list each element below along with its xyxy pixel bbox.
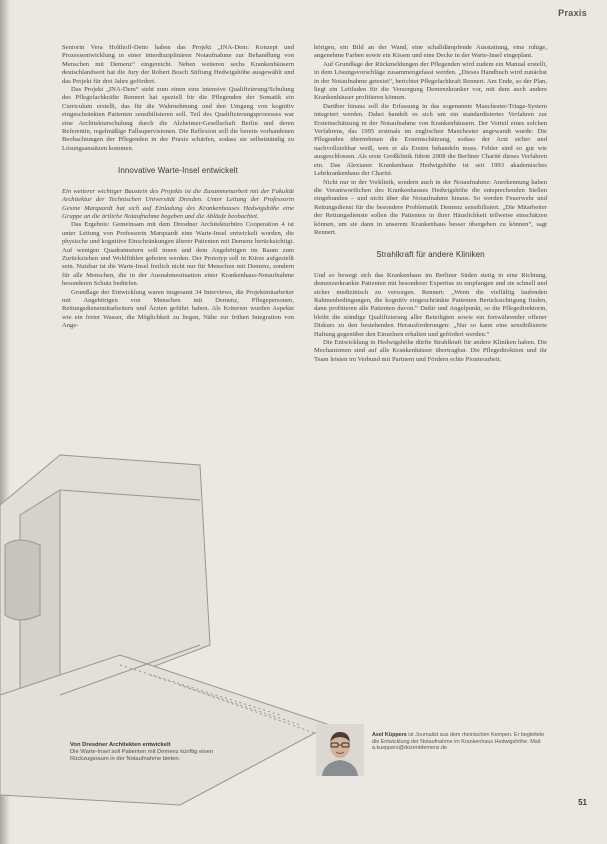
paragraph: Und so bewegt sich das Krankenhaus im Berliner Süden stetig in eine Richtung, demenzerkrankte Patienten mit besonderer Expertise zu empfangen und sie schnell und sicher medizinisch zu versorgen. Rennert: „Wenn die vielfältig laufenden Rahmenbedingungen, die kognitiv eingeschränkte Patienten Berücksichtigung finden, dann profitieren alle Patienten davon.“ Dafür und Angelpunkt, so die Pflegedirektorin, bleibt die ständige Qualifizierung aller Beteiligten sowie ein fortwährender offener Diskurs zu den bestehenden Herausforderungen: „Nur so kann eine sensibilisierte Haltung gegenüber den Einzelnen erhalten und gefördert werden.“ [314, 271, 547, 338]
caption-text: Die Warte-Insel soll Patienten mit Demenz künftig einen Rückzugsraum in der Notaufnahme bieten. [70, 749, 214, 763]
paragraph: Die Entwicklung in Hedwigshöhe dürfte Strahlkraft für andere Kliniken haben. Die Mechanismen sind auf alle Krankenhäuser übertragbar. Die Pflegedirektion und ihr Team leisten im Verbund mit Partnern und Fördern echte Pionierarbeit. [314, 339, 547, 363]
subheading-strahlkraft: Strahlkraft für andere Kliniken [376, 250, 485, 260]
author-photo [316, 724, 364, 776]
illustration-caption [70, 742, 245, 764]
author-name: Axel Küppers [372, 732, 407, 738]
paragraph: Nicht nur in der Vorklinik, sondern auch in der Notaufnahme: Anerkennung haben die Verantwortlichen des Krankenhauses Hedwigshöhe die entsprechenden Stellen eingebunden – und nicht über die Notaufnahme hinaus. So werden Feuerwehr und Rettungsdienst für die besondere Problematik Demenz sensibilisiert. „Die Mitarbeiter der Rettungsdienste sollen die Patienten in ihrer Häuslichkeit teilweise einschätzen können, um sie dann in unserem Krankenhaus besser übergeben zu können“, sagt Rennert. [314, 178, 547, 236]
paragraph: Das Projekt „INA-Dem“ steht zum einen eine intensive Qualifizierung/Schulung des Pflegefachkräfte Rennert hat speziell für die Pflegenden der Somatik ein Curriculum erstellt, das für die Wahrnehmung und den Umgang von kognitiv eingeschränkten Patienten sensibilisieren soll. Teil des Qualifizierungsprozesses war eine Architekturschulung durch die Alzheimer-Gesellschaft Berlin und deren Referentin, regelmäßige Fallsupervisionen. Die Reflexion soll die bereits vorhandenen Beobachtungen der Pflegenden in der Praxis schärfen, sodass sie selbstständig zu Lösungsansätzen kommen. [62, 86, 294, 152]
paragraph: hörigen, ein Bild an der Wand, eine schalldämpfende Ausstattung, eine ruhige, angenehme Farben sowie ein Kissen und eine Decke in der Warte-Insel eingeplant. [314, 44, 547, 60]
section-label: Praxis [558, 8, 587, 18]
paragraph: Seniorin Vera Holthoff-Detto haben das Projekt „INA-Dem: Konzept und Prozessentwicklung in einer interdisziplinären Notaufnahme zur Behandlung von Menschen mit Demenz“ eingereicht. Neben weiteren sechs Krankenhäusern deutschlandweit hat die Jury der Robert Bosch Stiftung Hedwigshöhe ausgewählt und das Projekt für drei Jahre gefördert. [62, 44, 294, 85]
author-description: ist Journalist aus dem rheinischen Kempen. Er begleitete die Entwicklung der Notaufnahme im Krankenhaus Hedwigshöhe. Mail: a.kueppers@dozentdemenz.de [372, 732, 545, 752]
page-number: 51 [578, 798, 587, 807]
author-box [312, 724, 552, 780]
right-article-column [314, 44, 547, 364]
caption-title: Von Dresdner Architekten entwickelt [70, 742, 171, 748]
author-bio [372, 732, 552, 752]
author-portrait-icon [316, 724, 364, 776]
paragraph: Das Ergebnis: Gemeinsam mit dem Dresdner Architekturbüro Cooperation 4 ist unter Leitung von Professorin Marquardt eine Warte-Insel entwickelt worden, die physische und kognitive Einschränkungen älterer Patienten mit Demenz berücksichtigt. Auf wenigen Quadratmetern soll innen und dem Angehörigen im Raum zum Zurückziehen und Wohlfühlen geboten werden. Der Prototyp soll in Kürze aufgestellt sein. Nutzbar ist die Warte-Insel freilich nicht nur für Menschen mit Demenz, sondern für alle Menschen, die in der Ausnahmesituation einer Krankenhaus-Notaufnahme besonderen Schutz bedürfen. [62, 221, 294, 288]
paragraph: Auf Grundlage der Rückmeldungen der Pflegenden wird zudem ein Manual erstellt, in dem Lösungsvorschläge zusammengefasst werden. „Dieses Handbuch wird zunächst in der Notaufnahme getestet“, berichtet Pflegefachkraft Rennert. Am Ende, so der Plan, liegt ein Leitfaden für die Versorgung Demenzkranker vor, mit dem auch andere Krankenhäuser profitieren können. [314, 60, 547, 102]
subheading-warte-insel: Innovative Warte-Insel entwickelt [118, 166, 238, 176]
paragraph: Grundlage der Entwicklung waren insgesamt 34 Interviews, die Projektmitarbeiter mit Angehörigen von Menschen mit Demenz, Pflegepersonen, Rettungsdienstmitarbeitern und Ärzten geführt haben. Als Kriterien wurden Aspekte wie ein freier Wasser, die Möglichkeit zu liegen, Nähe zur frühen Integration von Ange- [62, 288, 294, 330]
paragraph: Darüber hinaus soll die Erfassung in das sogenannte Manchester-Triage-System integriert werden. Dabei handelt es sich um ein standardisiertes Verfahren zur Ersteinschätzung in der Notaufnahme von Krankenhäusern. Der Vorteil eines solchen Verfahrens, das 1995 erstmals im englischen Manchester angewandt wurde: Die Pflegenden übernehmen die Ersteinschätzung, sodass der Arzt sicher und nachvollziehbar weiß, wen er als Ersten behandeln muss. Fehler sind so gut wie ausgeschlossen. Als erste Großklinik führte 2008 die Berliner Charité dieses Verfahren ein. Das Alexianer Krankenhaus Hedwigshöhe ist seit 1993 akademisches Lehrkrankenhaus der Charité. [314, 102, 547, 178]
left-article-column [62, 44, 294, 331]
intro-paragraph: Ein weiterer wichtiger Baustein des Projekts ist die Zusammenarbeit mit der Fakultät Architektur der Technischen Universität Dresden. Unter Leitung der Professorin Gesine Marquardt hat sich auf Einladung des Krankenhauses Hedwigshöhe eine Gruppe an die örtliche Notaufnahme begeben und die Abläufe beobachtet. [62, 187, 294, 220]
